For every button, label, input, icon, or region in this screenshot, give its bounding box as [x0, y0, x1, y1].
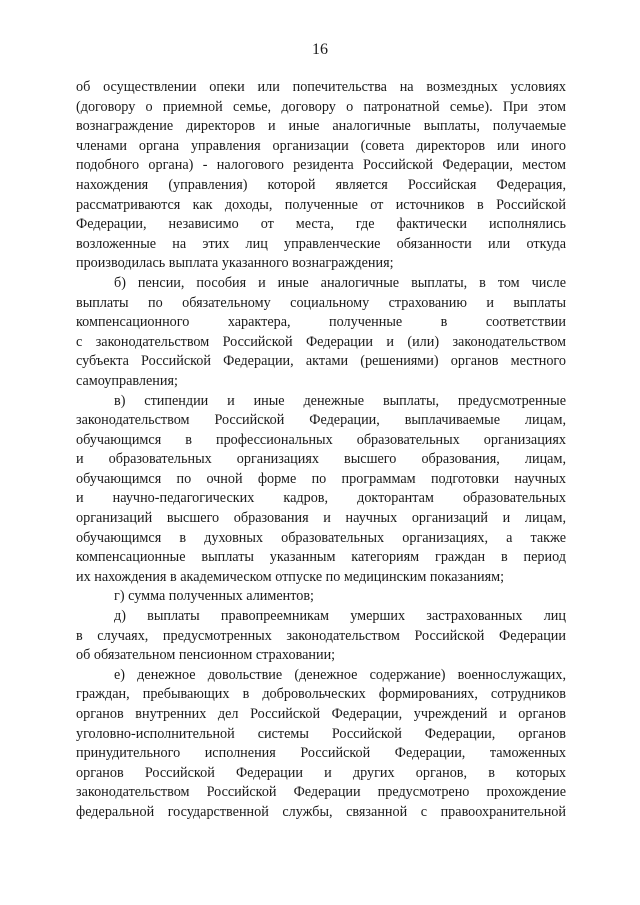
text-line: членами органа управления организации (совета директоров или иного — [76, 137, 566, 154]
text-line: возложенные на этих лиц управленческие обязанности или откуда — [76, 235, 566, 252]
text-line: их нахождения в академическом отпуске по медицинским показаниям; — [76, 568, 505, 585]
text-line: принудительного исполнения Российской Федерации, таможенных — [76, 745, 566, 762]
text-line: д) выплаты правопреемникам умерших застрахованных лиц — [114, 608, 566, 625]
text-line: (договору о приемной семье, договору о патронатной семье). При этом — [76, 98, 566, 115]
text-line: субъекта Российской Федерации, актами (решениями) органов местного — [76, 353, 566, 370]
text-line: рассматриваются как доходы, полученные от источников в Российской — [76, 196, 566, 213]
document-body — [76, 78, 566, 823]
text-line: органов Российской Федерации и других органов, в которых — [76, 764, 566, 781]
text-line: законодательством Российской Федерации, выплачиваемые лицам, — [76, 412, 566, 429]
text-line: выплаты по обязательному социальному страхованию и выплаты — [76, 294, 566, 311]
text-line: подобного органа) - налогового резидента Российской Федерации, местом — [76, 157, 566, 174]
page-number: 16 — [312, 41, 328, 58]
text-line: в) стипендии и иные денежные выплаты, предусмотренные — [114, 392, 566, 409]
text-line: самоуправления; — [76, 372, 178, 389]
text-line: об обязательном пенсионном страховании; — [76, 647, 336, 664]
text-line: уголовно-исполнительной системы Российской Федерации, органов — [76, 725, 566, 742]
text-line: обучающимся по очной форме по программам подготовки научных — [76, 470, 566, 487]
text-line: в случаях, предусмотренных законодательством Российской Федерации — [76, 627, 566, 644]
text-line: обучающимся в духовных образовательных организациях, а также — [76, 529, 566, 546]
text-line: с законодательством Российской Федерации и (или) законодательством — [76, 333, 566, 350]
text-line: компенсационные выплаты указанным категориям граждан в период — [76, 549, 566, 566]
text-line: законодательством Российской Федерации предусмотрено прохождение — [76, 784, 566, 801]
text-line: федеральной государственной службы, связанной с правоохранительной — [76, 803, 566, 820]
text-line: и образовательных организациях высшего образования, лицам, — [76, 451, 566, 468]
text-line: Федерации, независимо от места, где фактически исполнялись — [76, 216, 566, 233]
text-line: органов внутренних дел Российской Федерации, учреждений и органов — [76, 706, 566, 722]
text-line: и научно-педагогических кадров, докторантам образовательных — [76, 490, 566, 507]
text-line: е) денежное довольствие (денежное содержание) военнослужащих, — [114, 666, 566, 683]
text-line: вознаграждение директоров и иные аналогичные выплаты, получаемые — [76, 118, 566, 135]
text-line: граждан, пребывающих в добровольческих формированиях, сотрудников — [76, 686, 566, 703]
text-line: г) сумма полученных алиментов; — [114, 588, 314, 605]
text-line: об осуществлении опеки или попечительства на возмездных условиях — [76, 79, 566, 95]
text-line: б) пенсии, пособия и иные аналогичные выплаты, в том числе — [114, 274, 566, 291]
text-line: компенсационного характера, полученные в соответствии — [76, 314, 566, 331]
text-line: нахождения (управления) которой является Российская Федерация, — [76, 176, 566, 193]
text-line: производилась выплата указанного вознаграждения; — [76, 255, 394, 272]
text-line: организаций высшего образования и научных организаций и лицам, — [76, 510, 566, 527]
text-line: обучающимся в профессиональных образовательных организациях — [76, 431, 566, 448]
